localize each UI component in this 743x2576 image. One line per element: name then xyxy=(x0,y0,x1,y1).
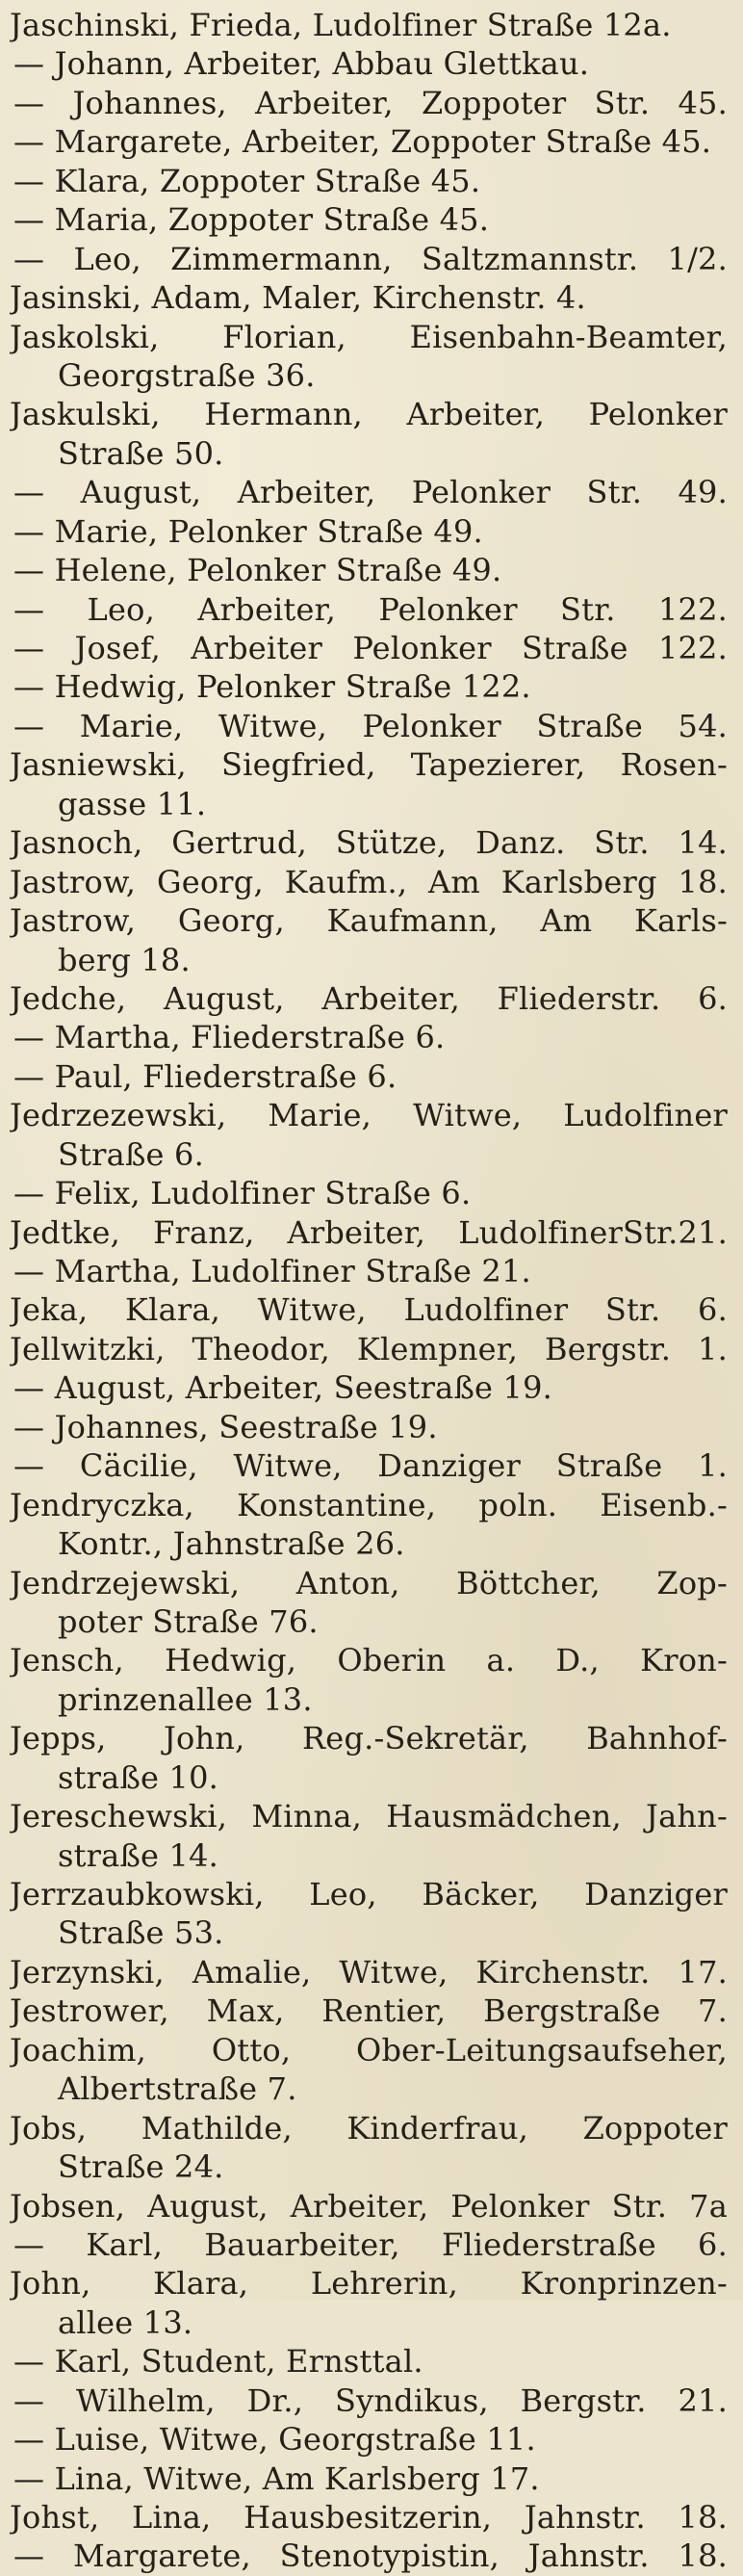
directory-entry-continuation: Straße 24. xyxy=(58,2148,224,2186)
directory-entry-continuation: gasse 11. xyxy=(58,785,207,822)
directory-entry: Jeka, Klara, Witwe, Ludolfiner Str. 6. xyxy=(10,1291,728,1329)
directory-sub-entry: — Karl, Student, Ernsttal. xyxy=(13,2343,423,2381)
directory-entry: Jedche, August, Arbeiter, Fliederstr. 6. xyxy=(10,979,728,1017)
directory-entry-continuation: Straße 6. xyxy=(58,1135,204,1173)
directory-sub-entry: — Josef, Arbeiter Pelonker Straße 122. xyxy=(13,630,728,666)
directory-entry: Jastrow, Georg, Kaufm., Am Karlsberg 18. xyxy=(10,863,728,900)
directory-sub-entry: — Wilhelm, Dr., Syndikus, Bergstr. 21. xyxy=(13,2381,728,2419)
directory-sub-entry: — Karl, Bauarbeiter, Fliederstraße 6. xyxy=(13,2225,728,2263)
directory-entry: Jendrzejewski, Anton, Böttcher, Zop- xyxy=(10,1564,728,1601)
directory-entry: Jereschewski, Minna, Hausmädchen, Jahn- xyxy=(10,1798,728,1835)
directory-entry: Jedtke, Franz, Arbeiter, LudolfinerStr.21. xyxy=(10,1213,728,1251)
directory-entry: Jerzynski, Amalie, Witwe, Kirchenstr. 17. xyxy=(10,1953,728,1991)
directory-sub-entry: — Margarete, Arbeiter, Zoppoter Straße 45. xyxy=(13,123,712,161)
directory-sub-entry: — Leo, Zimmermann, Saltzmannstr. 1/2. xyxy=(13,240,728,277)
directory-entry-continuation: prinzenallee 13. xyxy=(58,1680,313,1718)
directory-entry-continuation: Albertstraße 7. xyxy=(58,2070,297,2108)
directory-entry-continuation: Straße 50. xyxy=(58,434,224,472)
directory-sub-entry: — Johann, Arbeiter, Abbau Glettkau. xyxy=(13,45,590,83)
directory-sub-entry: — Martha, Ludolfiner Straße 21. xyxy=(13,1253,531,1289)
directory-sub-entry: — Klara, Zoppoter Straße 45. xyxy=(13,162,481,199)
directory-entry: Jendryczka, Konstantine, poln. Eisenb.- xyxy=(10,1486,728,1523)
directory-entry-continuation: Kontr., Jahnstraße 26. xyxy=(58,1525,405,1563)
directory-sub-entry: — August, Arbeiter, Pelonker Str. 49. xyxy=(13,474,728,511)
directory-entry: Jastrow, Georg, Kaufmann, Am Karls- xyxy=(10,902,728,940)
directory-entry: Jobsen, August, Arbeiter, Pelonker Str. 7a xyxy=(10,2187,728,2225)
directory-entry: John, Klara, Lehrerin, Kronprinzen- xyxy=(10,2265,728,2303)
directory-sub-entry: — Marie, Witwe, Pelonker Straße 54. xyxy=(13,707,728,744)
directory-entry-continuation: straße 10. xyxy=(58,1758,219,1796)
directory-entry: Jasniewski, Siegfried, Tapezierer, Rosen- xyxy=(10,746,728,784)
directory-sub-entry: — Maria, Zoppoter Straße 45. xyxy=(13,201,490,239)
directory-entry-continuation: Georgstraße 36. xyxy=(58,356,316,394)
directory-sub-entry: — Marie, Pelonker Straße 49. xyxy=(13,512,483,550)
directory-sub-entry: — August, Arbeiter, Seestraße 19. xyxy=(13,1369,553,1407)
directory-entry: Jasnoch, Gertrud, Stütze, Danz. Str. 14. xyxy=(10,824,728,862)
directory-sub-entry: — Lina, Witwe, Am Karlsberg 17. xyxy=(13,2459,540,2497)
directory-entry: Jaskulski, Hermann, Arbeiter, Pelonker xyxy=(10,396,728,433)
directory-sub-entry: — Margarete, Stenotypistin, Jahnstr. 18. xyxy=(13,2537,728,2575)
directory-sub-entry: — Leo, Arbeiter, Pelonker Str. 122. xyxy=(13,590,728,628)
directory-entry-continuation: allee 13. xyxy=(58,2303,193,2341)
directory-entry: Jensch, Hedwig, Oberin a. D., Kron- xyxy=(10,1642,728,1679)
directory-entry: Johst, Lina, Hausbesitzerin, Jahnstr. 18. xyxy=(10,2499,728,2536)
directory-sub-entry: — Hedwig, Pelonker Straße 122. xyxy=(13,668,531,706)
directory-entry: Jestrower, Max, Rentier, Bergstraße 7. xyxy=(10,1992,728,2030)
directory-entry: Joachim, Otto, Ober-Leitungsaufseher, xyxy=(10,2031,728,2069)
directory-entry-continuation: poter Straße 76. xyxy=(58,1602,319,1640)
directory-sub-entry: — Helene, Pelonker Straße 49. xyxy=(13,552,502,589)
directory-sub-entry: — Johannes, Seestraße 19. xyxy=(13,1408,438,1445)
directory-sub-entry: — Felix, Ludolfiner Straße 6. xyxy=(13,1175,472,1212)
directory-sub-entry: — Martha, Fliederstraße 6. xyxy=(13,1019,446,1056)
directory-sub-entry: — Paul, Fliederstraße 6. xyxy=(13,1057,397,1095)
directory-entry-continuation: Straße 53. xyxy=(58,1914,224,1952)
directory-entry: Jaskolski, Florian, Eisenbahn-Beamter, xyxy=(10,318,728,355)
directory-entry-continuation: straße 14. xyxy=(58,1836,219,1874)
directory-sub-entry: — Johannes, Arbeiter, Zoppoter Str. 45. xyxy=(13,84,728,121)
directory-sub-entry: — Cäcilie, Witwe, Danziger Straße 1. xyxy=(13,1447,728,1485)
directory-entry: Jaschinski, Frieda, Ludolfiner Straße 12a. xyxy=(10,7,672,43)
directory-entry-continuation: berg 18. xyxy=(58,941,191,978)
directory-entry: Jasinski, Adam, Maler, Kirchenstr. 4. xyxy=(10,279,586,317)
address-directory-listing xyxy=(10,6,728,2576)
directory-entry: Jobs, Mathilde, Kinderfrau, Zoppoter xyxy=(10,2109,728,2147)
directory-entry: Jepps, John, Reg.-Sekretär, Bahnhof- xyxy=(10,1720,728,1757)
directory-sub-entry: — Luise, Witwe, Georgstraße 11. xyxy=(13,2421,536,2459)
directory-entry: Jerrzaubkowski, Leo, Bäcker, Danziger xyxy=(10,1876,728,1912)
directory-entry: Jellwitzki, Theodor, Klempner, Bergstr. 1. xyxy=(10,1330,728,1367)
directory-entry: Jedrzezewski, Marie, Witwe, Ludolfiner xyxy=(10,1097,728,1134)
